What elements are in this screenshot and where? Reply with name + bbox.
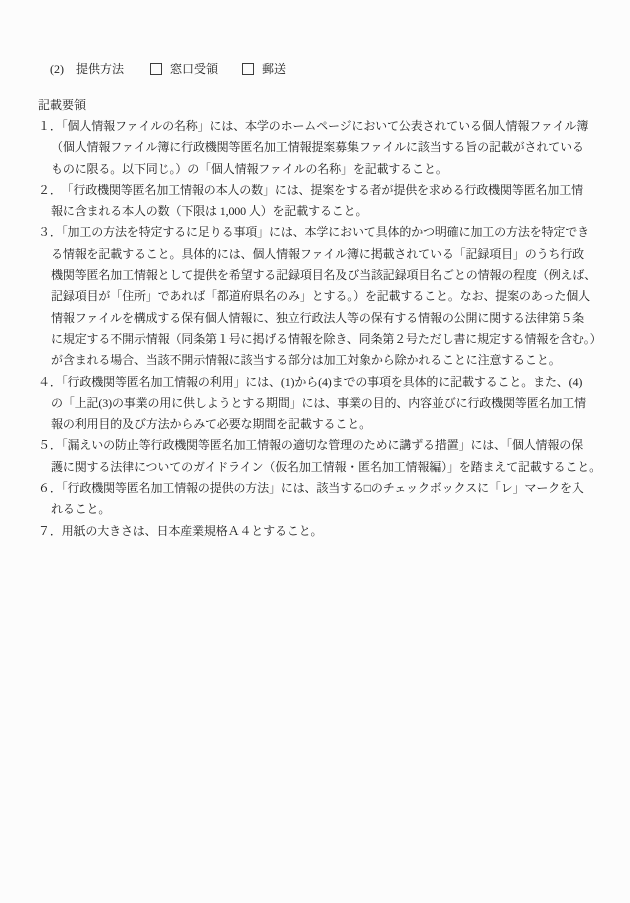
item-5-line-1: ５．「漏えいの防止等行政機関等匿名加工情報の適切な管理のために講ずる措置」には、「個人情報の保: [38, 438, 583, 453]
checkbox-mail-icon: [242, 63, 254, 75]
list-item-4: [38, 372, 604, 436]
item-3-line-7: が含まれる場合、当該不開示情報に該当する部分は加工対象から除かれることに注意すること。: [51, 353, 561, 368]
item-7-line-1: ７．用紙の大きさは、日本産業規格Ａ４とすること。: [38, 523, 323, 538]
list-item-3: [38, 222, 604, 371]
item-6-line-2: れること。: [51, 502, 111, 517]
item-1-line-3: ものに限る。以下同じ。）の「個人情報ファイルの名称」を記載すること。: [51, 161, 448, 176]
item-3-line-6: に規定する不開示情報（同条第１号に掲げる情報を除き、同条第２号ただし書に規定する情報を含む。）: [51, 331, 602, 346]
item-1-line-2: （個人情報ファイル簿に行政機関等匿名加工情報提案募集ファイルに該当する旨の記載がされている: [51, 140, 584, 155]
item-4-line-3: 報の利用目的及び方法からみて必要な期間を記載すること。: [51, 417, 371, 432]
list-item-5: [38, 435, 604, 478]
item-3-line-4: 記録項目が「住所」であれば「都道府県名のみ」とする。）を記載すること。なお、提案のあった個人: [51, 289, 590, 304]
item-5-line-2: 護に関する法律についてのガイドライン（仮名加工情報・匿名加工情報編）」を踏まえて記載すること。: [51, 459, 601, 474]
option-window-pickup: [150, 61, 218, 77]
item-2-line-1: ２． 「行政機関等匿名加工情報の本人の数」には、提案をする者が提供を求める行政機関等匿名加工情: [38, 182, 583, 197]
provision-method-label: 提供方法: [76, 62, 125, 76]
list-item-1: [38, 116, 604, 180]
provision-method-row: [50, 61, 286, 77]
option-mail-label: 郵送: [262, 62, 287, 76]
item-4-line-1: ４．「行政機関等匿名加工情報の利用」には、(1)から(4)までの事項を具体的に記載すること。また、(4): [38, 374, 583, 389]
option-window-pickup-label: 窓口受領: [170, 62, 219, 76]
item-3-line-5: 情報ファイルを構成する保有個人情報に、独立行政法人等の保有する情報の公開に関する法律第５条: [51, 310, 585, 325]
item-3-line-1: ３．「加工の方法を特定するに足りる事項」には、本学において具体的かつ明確に加工の方法を特定でき: [38, 225, 589, 240]
item-3-line-2: る情報を記載すること。具体的には、個人情報ファイル簿に掲載されている「記録項目」のうち行政: [51, 246, 585, 261]
section-heading: 記載要領: [38, 98, 87, 112]
item-6-line-1: ６．「行政機関等匿名加工情報の提供の方法」には、該当する□のチェックボックスに「レ」マークを入: [38, 481, 584, 496]
provision-item-number: (2): [50, 62, 64, 76]
item-1-line-1: １．「個人情報ファイルの名称」には、本学のホームページにおいて公表されている個人情報ファイル簿: [38, 119, 589, 133]
list-item-2: [38, 180, 604, 223]
checkbox-window-pickup-icon: [150, 63, 162, 75]
item-2-line-2: 報に含まれる本人の数（下限は 1,000 人）を記載すること。: [51, 204, 368, 219]
list-item-7: [38, 521, 604, 542]
list-item-6: [38, 478, 604, 521]
instructions-list: [38, 116, 604, 542]
item-3-line-3: 機関等匿名加工情報として提供を希望する記録項目名及び当該記録項目名ごとの情報の程度（例えば、: [51, 268, 597, 283]
item-4-line-2: の「上記(3)の事業の用に供しようとする期間」には、事業の目的、内容並びに行政機関等匿名加工情: [51, 395, 586, 410]
option-mail: [242, 61, 286, 77]
